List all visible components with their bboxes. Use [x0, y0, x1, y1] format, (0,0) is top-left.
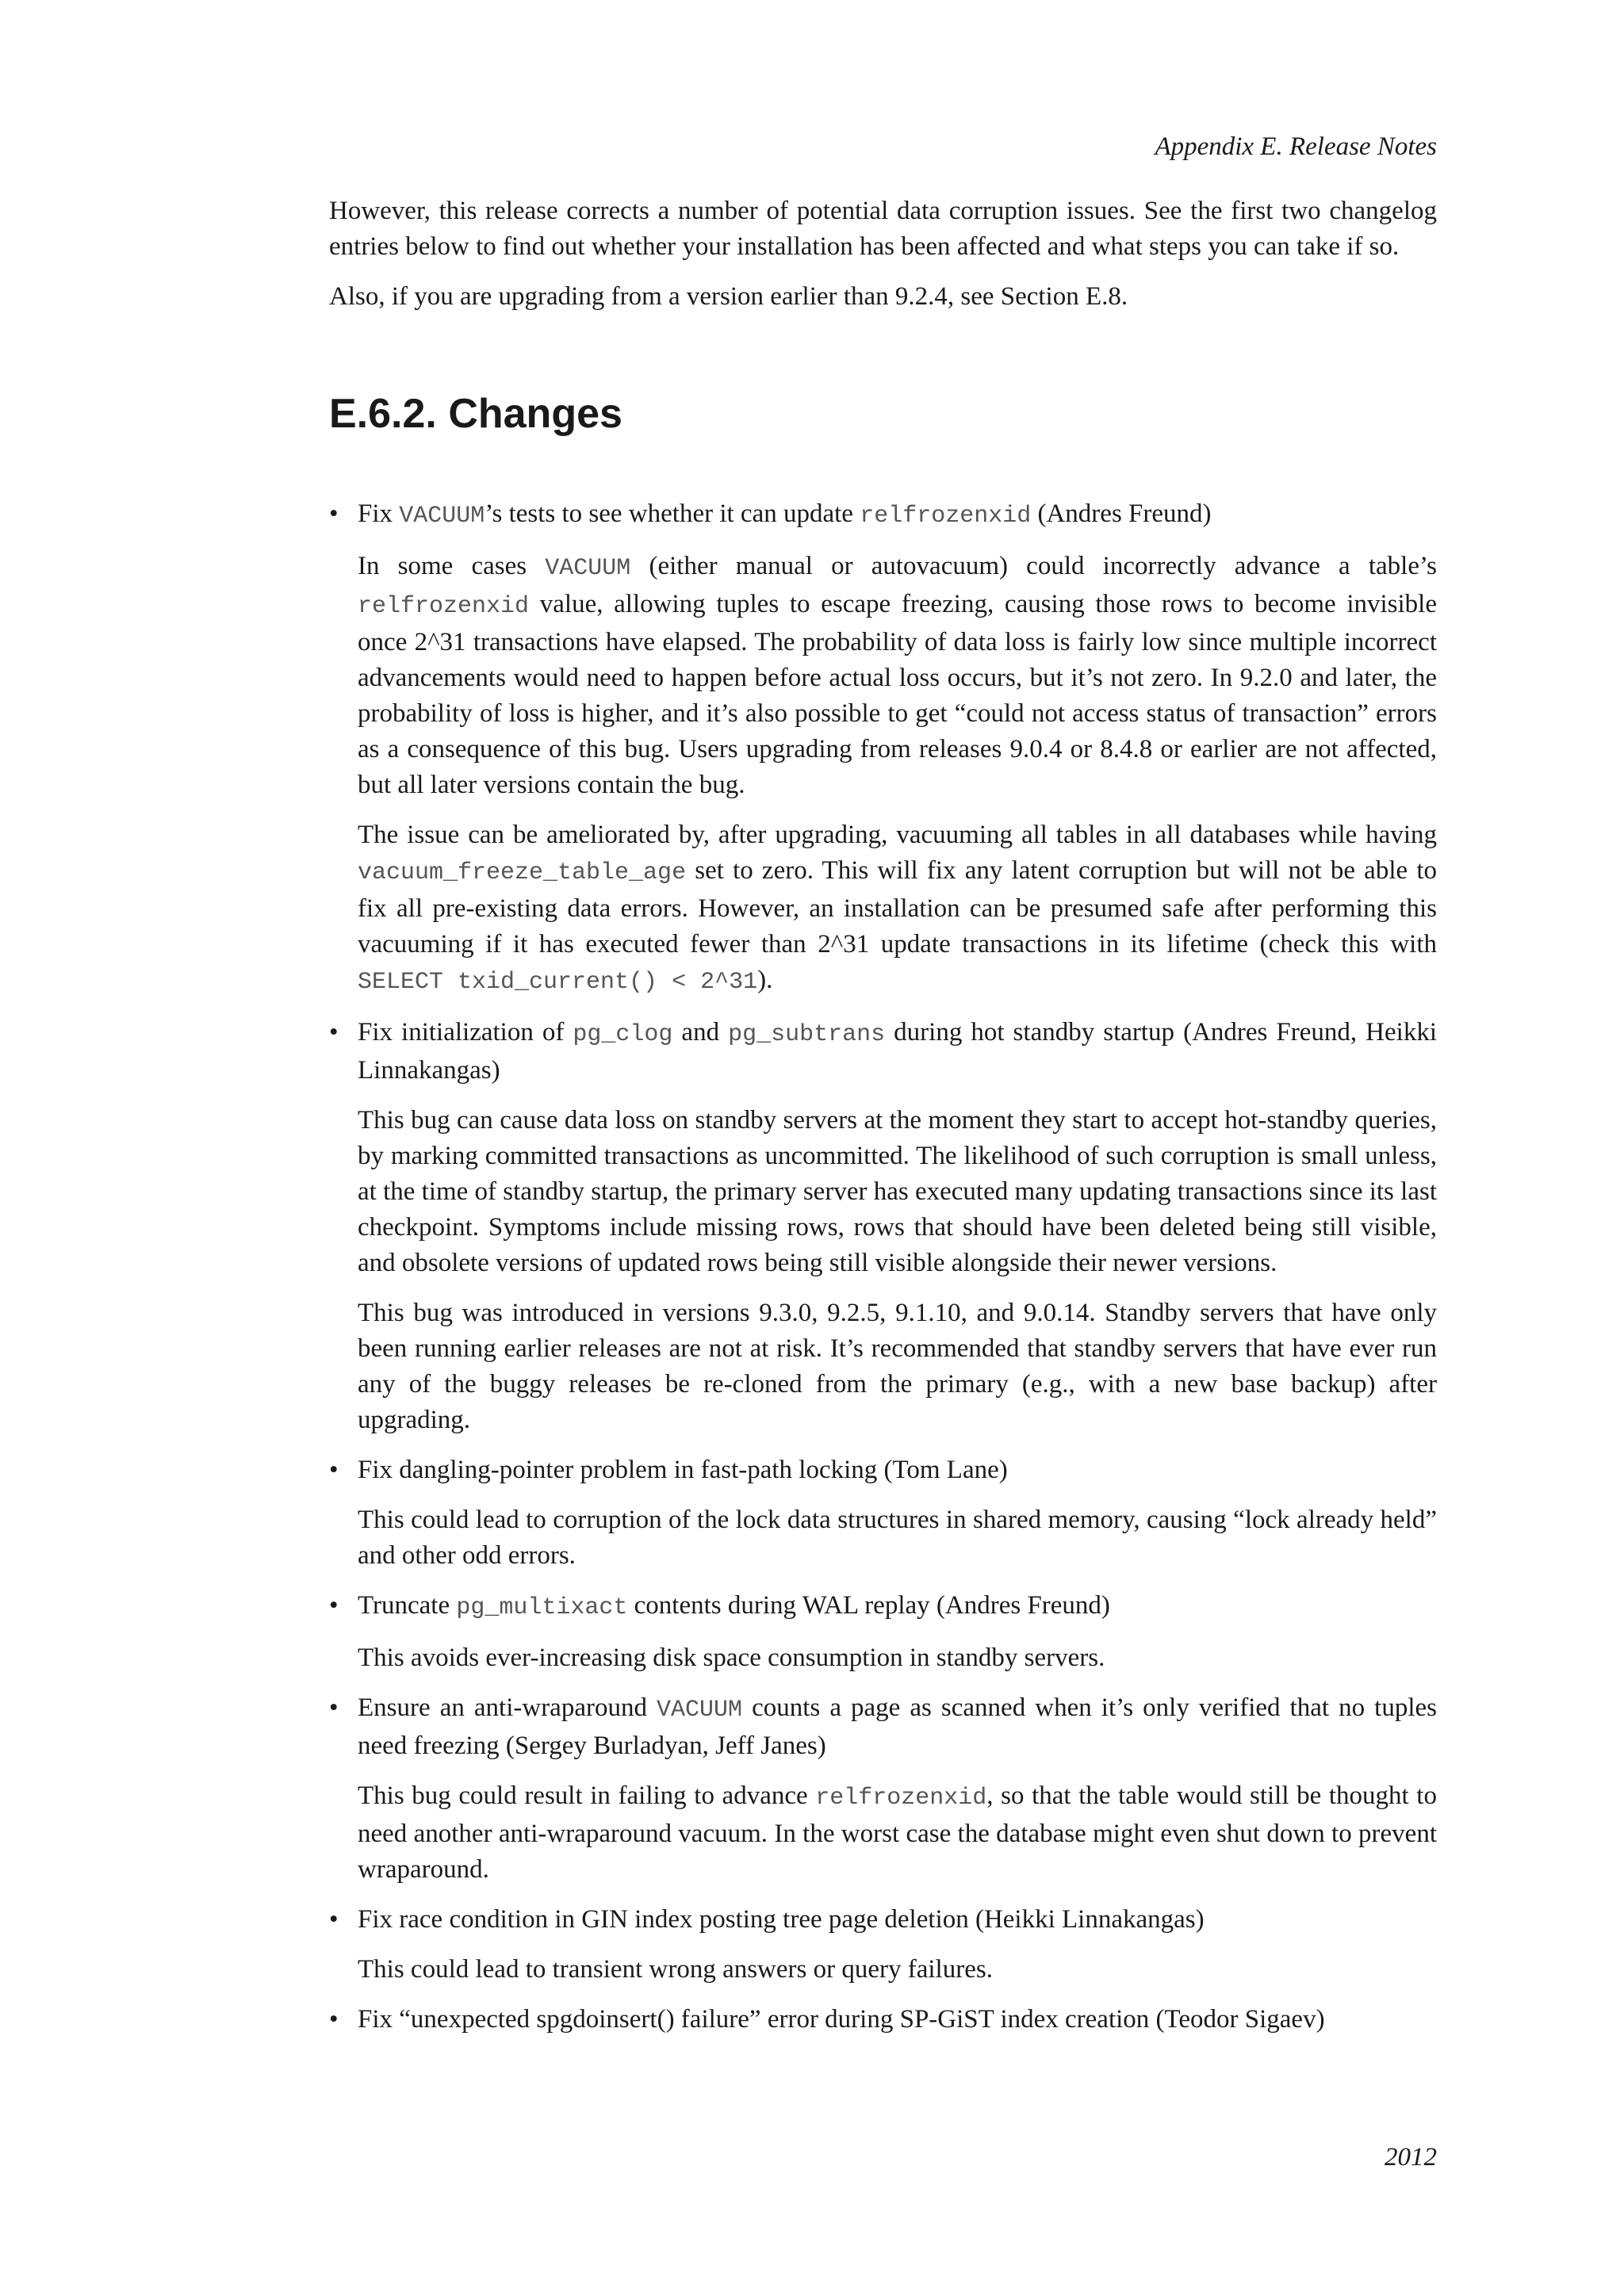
item-title: Fix initialization of pg_clog and pg_subtrans during hot standby startup (Andres Freund, Heikki Linnakangas): [358, 1018, 1437, 1085]
code-literal: pg_subtrans: [728, 1021, 886, 1048]
code-literal: VACUUM: [399, 503, 485, 530]
bullet-icon: •: [329, 1591, 339, 1620]
running-header: Appendix E. Release Notes: [1155, 132, 1437, 161]
bullet-icon: •: [329, 1018, 339, 1047]
item-title: Truncate pg_multixact contents during WAL replay (Andres Freund): [358, 1591, 1110, 1621]
item-paragraph: This bug could result in failing to advance relfrozenxid, so that the table would still be thought to need another anti-wraparound vacuum. In the worst case the database might even shut down to prevent wraparound.: [358, 1781, 1437, 1884]
item-paragraph: This could lead to transient wrong answers or query failures.: [358, 1955, 993, 1984]
code-literal: relfrozenxid: [815, 1785, 987, 1812]
list-item: [329, 1690, 1437, 1888]
list-item: [329, 496, 1437, 1001]
item-paragraph: This avoids ever-increasing disk space consumption in standby servers.: [358, 1644, 1105, 1672]
code-literal: relfrozenxid: [860, 503, 1032, 530]
item-title: Fix race condition in GIN index posting tree page deletion (Heikki Linnakangas): [358, 1905, 1205, 1934]
list-item: [329, 2002, 1437, 2038]
page-number: 2012: [1385, 2143, 1437, 2172]
code-literal: VACUUM: [545, 555, 631, 582]
list-item: [329, 1902, 1437, 1988]
code-literal: pg_clog: [573, 1021, 673, 1048]
bullet-icon: •: [329, 499, 339, 528]
item-title: Fix dangling-pointer problem in fast-path locking (Tom Lane): [358, 1456, 1008, 1484]
intro-paragraph-2: Also, if you are upgrading from a version earlier than 9.2.4, see Section E.8.: [329, 282, 1128, 311]
item-title: Fix “unexpected spgdoinsert() failure” error during SP-GiST index creation (Teodor Sigaev): [358, 2005, 1325, 2034]
item-title: Fix VACUUM’s tests to see whether it can update relfrozenxid (Andres Freund): [358, 499, 1212, 530]
item-title: Ensure an anti-wraparound VACUUM counts a page as scanned when it’s only verified that no tuples need freezing (Sergey Burladyan, Jeff Janes): [358, 1693, 1437, 1760]
item-paragraph: In some cases VACUUM (either manual or autovacuum) could incorrectly advance a table’s relfrozenxid value, allowing tuples to escape freezing, causing those rows to become invisible once 2^31 transactions have elapsed. The probability of data loss is fairly low since multiple incorrect advancements would need to happen before actual loss occurs, but it’s not zero. In 9.2.0 and later, the probability of loss is higher, and it’s also possible to get “could not access status of transaction” errors as a consequence of this bug. Users upgrading from releases 9.0.4 or 8.4.8 or earlier are not affected, but all later versions contain the bug.: [358, 552, 1437, 799]
code-literal: SELECT txid_current() < 2^31: [358, 969, 758, 996]
list-item: [329, 1015, 1437, 1438]
code-literal: vacuum_freeze_table_age: [358, 859, 687, 886]
item-paragraph: This bug can cause data loss on standby servers at the moment they start to accept hot-standby queries, by marking committed transactions as uncommitted. The likelihood of such corruption is small unless, at the time of standby startup, the primary server has executed many updating transactions since its last checkpoint. Symptoms include missing rows, rows that should have been deleted being still visible, and obsolete versions of updated rows being still visible alongside their newer versions.: [358, 1106, 1437, 1277]
bullet-icon: •: [329, 1693, 339, 1722]
list-item: [329, 1452, 1437, 1574]
item-paragraph: This could lead to corruption of the lock data structures in shared memory, causing “lock already held” and other odd errors.: [358, 1506, 1437, 1570]
item-paragraph: This bug was introduced in versions 9.3.0, 9.2.5, 9.1.10, and 9.0.14. Standby servers that have only been running earlier releases are not at risk. It’s recommended that standby servers that have ever run any of the buggy releases be re-cloned from the primary (e.g., with a new base backup) after upgrading.: [358, 1299, 1437, 1434]
changes-list: [329, 496, 1437, 2038]
item-paragraph: The issue can be ameliorated by, after upgrading, vacuuming all tables in all databases while having vacuum_freeze_table_age set to zero. This will fix any latent corruption but will not be able to fix all pre-existing data errors. However, an installation can be presumed safe after performing this vacuuming if it has executed fewer than 2^31 update transactions in its lifetime (check this with SELECT txid_current() < 2^31).: [358, 821, 1437, 996]
code-literal: VACUUM: [657, 1697, 743, 1724]
bullet-icon: •: [329, 2005, 339, 2034]
intro-paragraph-1: However, this release corrects a number of potential data corruption issues. See the first two changelog entries below to find out whether your installation has been affected and what steps you can take if so.: [329, 197, 1437, 261]
code-literal: pg_multixact: [456, 1594, 628, 1621]
code-literal: relfrozenxid: [358, 593, 530, 620]
section-heading: E.6.2. Changes: [329, 391, 622, 437]
bullet-icon: •: [329, 1905, 339, 1934]
list-item: [329, 1588, 1437, 1676]
bullet-icon: •: [329, 1456, 339, 1484]
